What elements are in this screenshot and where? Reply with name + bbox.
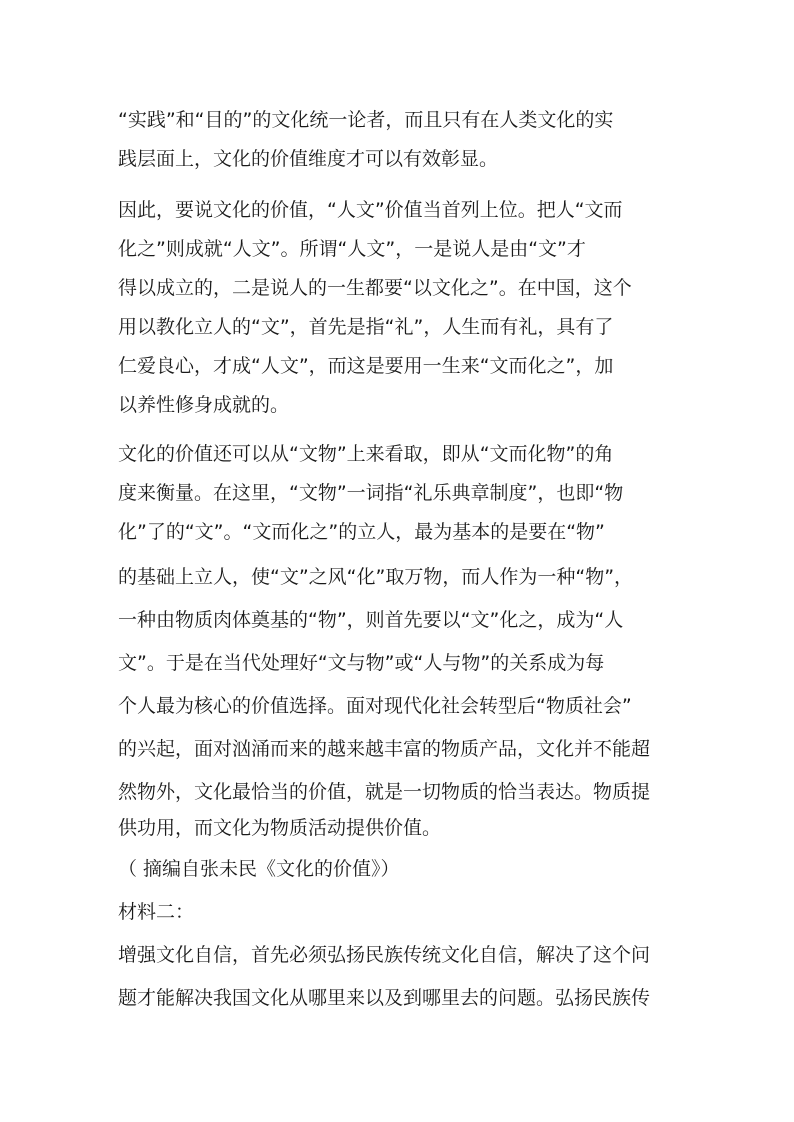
paragraph-line: 因此，要说文化的价值，“人文”价值当首列上位。把人“文而 xyxy=(118,199,623,221)
source-citation: （ 摘编自张未民《文化的价值》） xyxy=(118,858,400,880)
paragraph-line: 以养性修身成就的。 xyxy=(118,394,290,416)
paragraph-line: 个人最为核心的价值选择。面对现代化社会转型后“物质社会” xyxy=(118,695,632,717)
section-heading: 材料二： xyxy=(118,901,195,923)
paragraph-line: 的兴起，面对汹涌而来的越来越丰富的物质产品，文化并不能超 xyxy=(118,738,651,760)
paragraph-line: 化之”则成就“人文”。所谓“人文”，一是说人是由“文”才 xyxy=(118,238,586,260)
paragraph-line: “实践”和“目的”的文化统一论者，而且只有在人类文化的实 xyxy=(118,109,614,131)
paragraph-line: 得以成立的，二是说人的一生都要“以文化之”。在中国，这个 xyxy=(118,277,632,299)
paragraph-line: 增强文化自信，首先必须弘扬民族传统文化自信，解决了这个问 xyxy=(118,944,651,966)
paragraph-line: 然物外，文化最恰当的价值，就是一切物质的恰当表达。物质提 xyxy=(118,781,651,803)
paragraph-line: 题才能解决我国文化从哪里来以及到哪里去的问题。弘扬民族传 xyxy=(118,987,651,1009)
paragraph-line: 的基础上立人，使“文”之风“化”取万物，而人作为一种“物”， xyxy=(118,566,634,588)
paragraph-line: 度来衡量。在这里，“文物”一词指“礼乐典章制度”，也即“物 xyxy=(118,482,624,504)
paragraph-line: 仁爱良心，才成“人文”，而这是要用一生来“文而化之”，加 xyxy=(118,355,614,377)
paragraph-line: 文化的价值还可以从“文物”上来看取，即从“文而化物”的角 xyxy=(118,443,614,465)
paragraph-line: 化”了的“文”。“文而化之”的立人，最为基本的是要在“物” xyxy=(118,521,605,543)
paragraph-line: 一种由物质肉体奠基的“物”，则首先要以“文”化之，成为“人 xyxy=(118,609,624,631)
paragraph-line: 用以教化立人的“文”，首先是指“礼”，人生而有礼，具有了 xyxy=(118,316,614,338)
paragraph-line: 供功用，而文化为物质活动提供价值。 xyxy=(118,817,442,839)
paragraph-line: 文”。于是在当代处理好“文与物”或“人与物”的关系成为每 xyxy=(118,652,605,674)
paragraph-line: 践层面上，文化的价值维度才可以有效彰显。 xyxy=(118,148,499,170)
